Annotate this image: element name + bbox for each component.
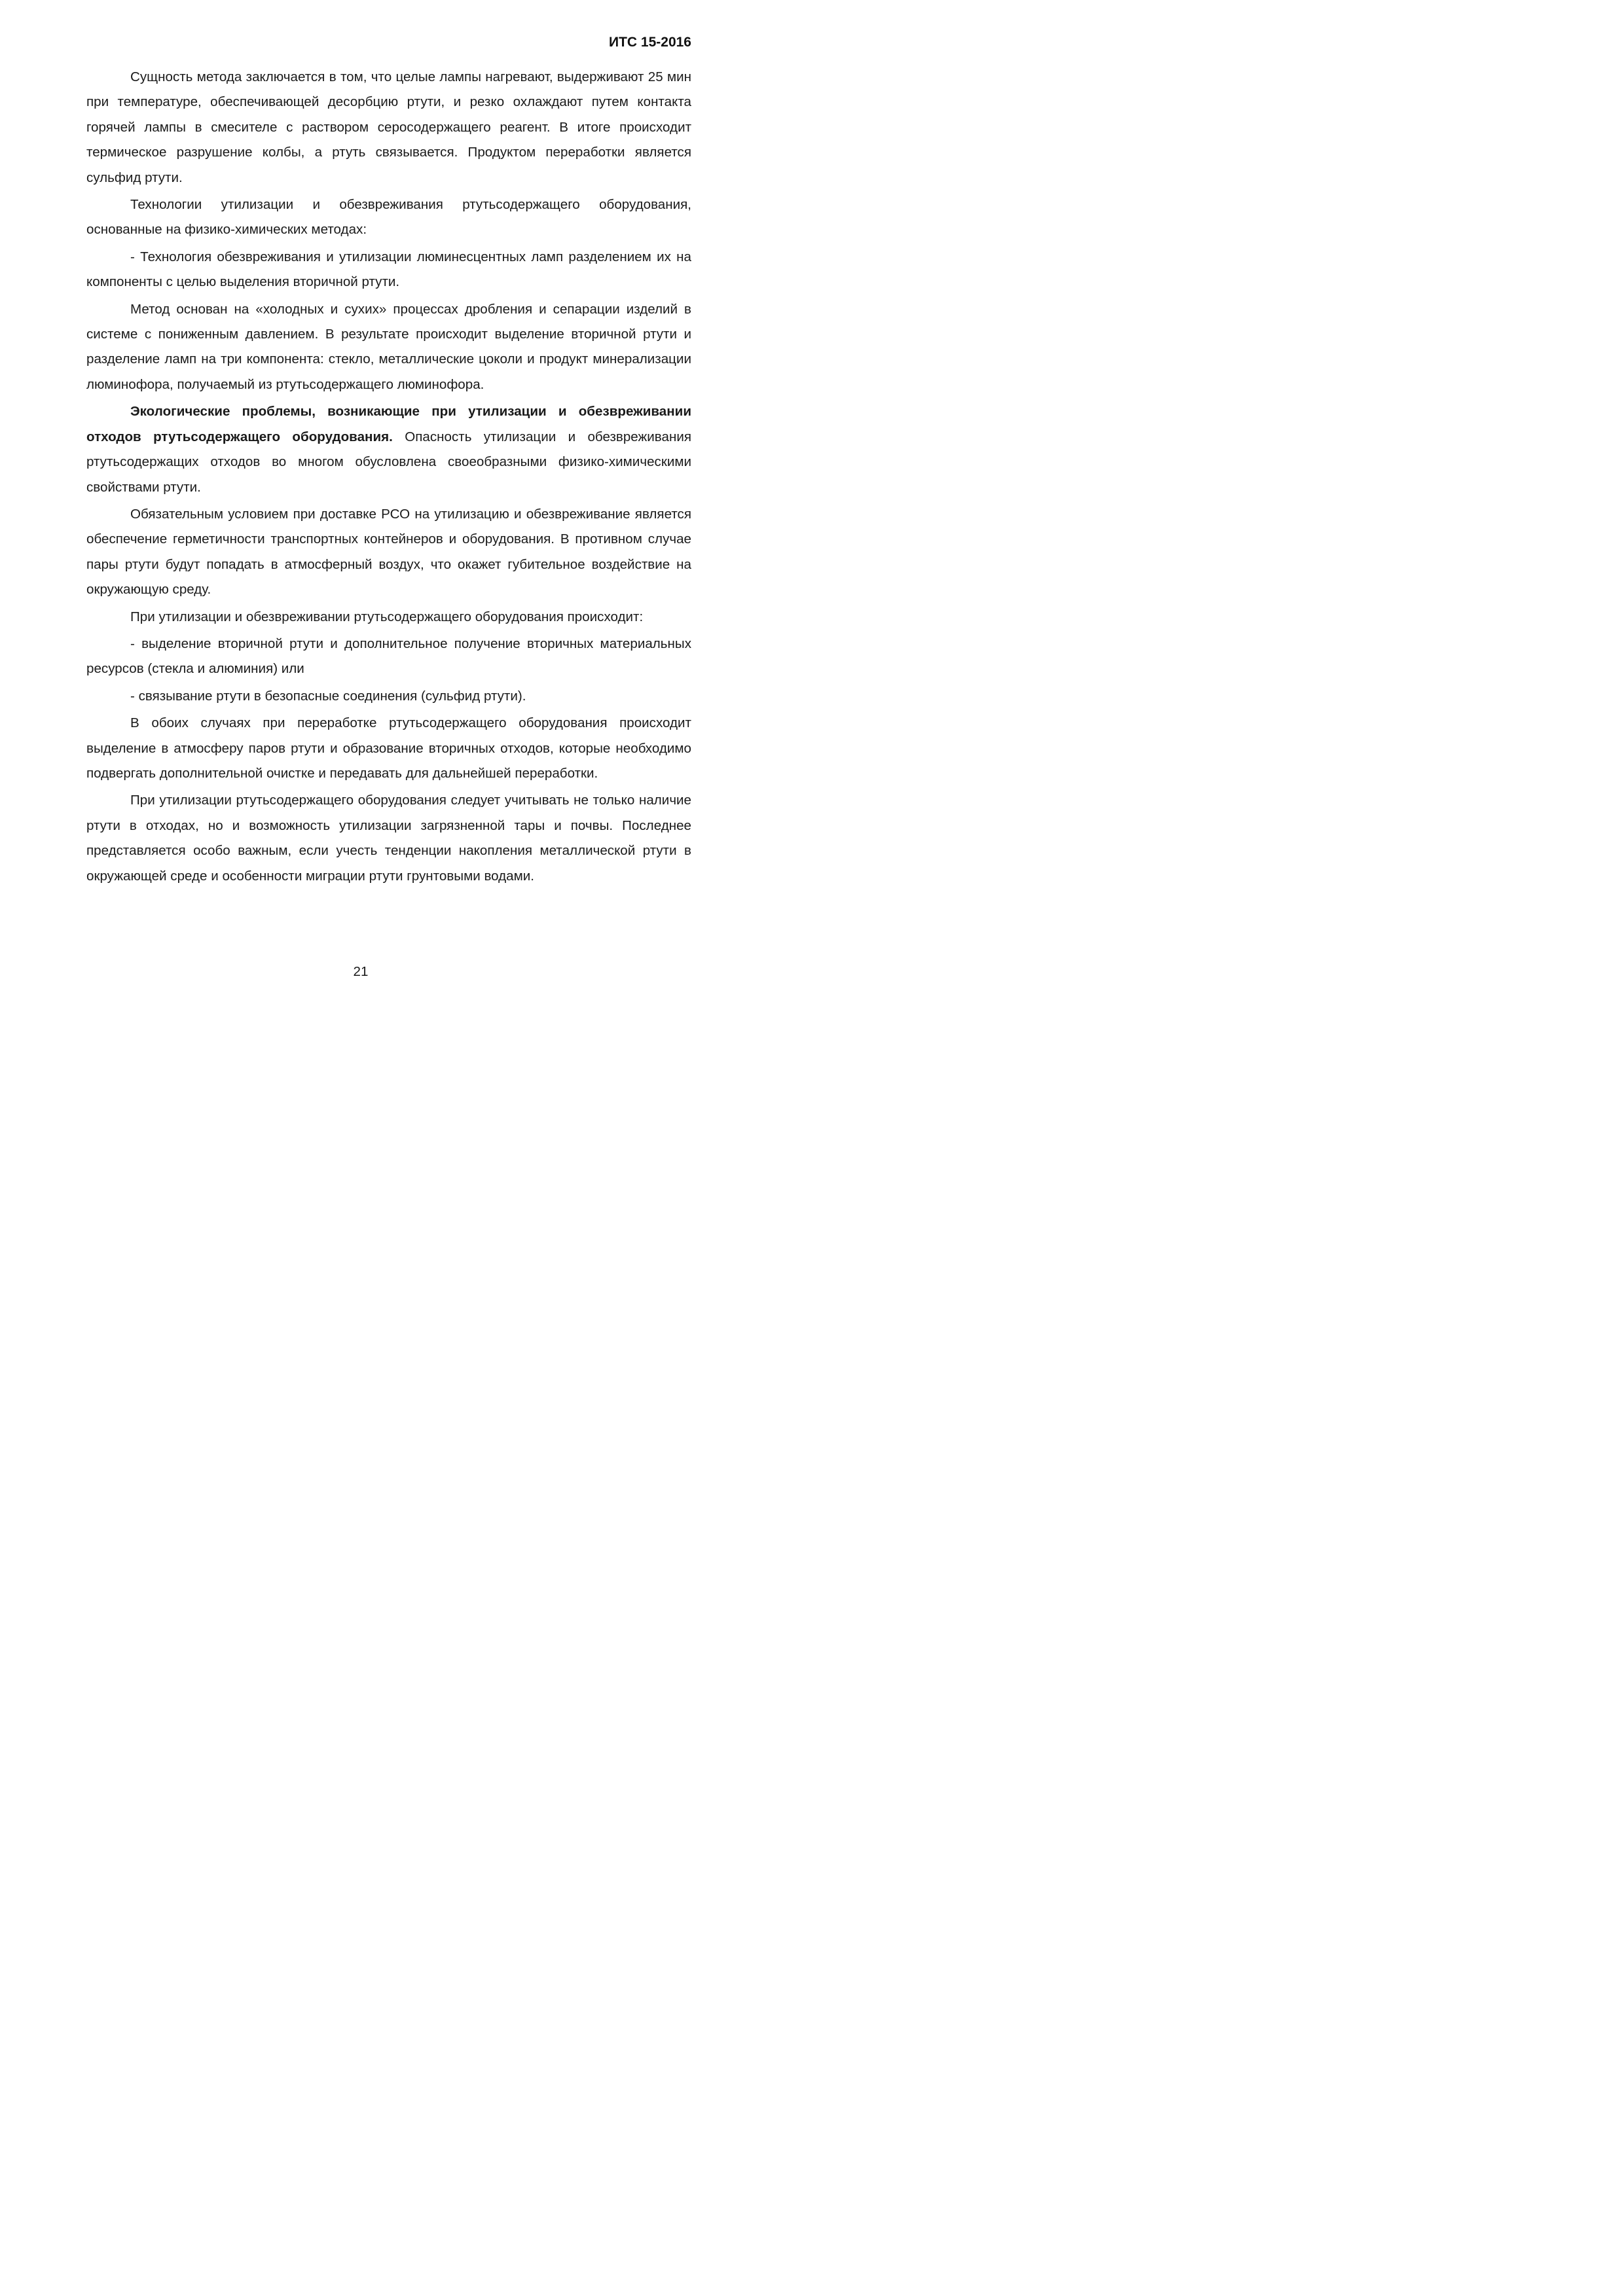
- paragraph-secondary-waste: В обоих случаях при переработке ртутьсодержащего оборудования происходит выделение в атмосферу паров ртути и образование вторичных отходов, которые необходимо подвергать дополнительной очистке и передавать для дальнейшей переработки.: [86, 715, 691, 781]
- body-text: [86, 65, 691, 889]
- document-code: ИТС 15-2016: [609, 35, 691, 50]
- page-number: 21: [353, 964, 369, 979]
- list-item-mercury-binding: - связывание ртути в безопасные соединения (сульфид ртути).: [130, 688, 526, 704]
- paragraph-technologies-intro: Технологии утилизации и обезвреживания ртутьсодержащего оборудования, основанные на физико-химических методах:: [86, 197, 691, 238]
- list-item-secondary-mercury: - выделение вторичной ртути и дополнительное получение вторичных материальных ресурсов (стекла и алюминия) или: [86, 636, 691, 677]
- paragraph-ecological-problems-text: Опасность утилизации и обезвреживания ртутьсодержащих отходов во многом обусловлена своеобразными физико-химическими свойствами ртути.: [86, 429, 691, 495]
- paragraph-processing-occurs: При утилизации и обезвреживании ртутьсодержащего оборудования происходит:: [130, 609, 644, 624]
- paragraph-method-essence: Сущность метода заключается в том, что целые лампы нагревают, выдерживают 25 мин при температуре, обеспечивающей десорбцию ртути, и резко охлаждают путем контакта горячей лампы в смесителе с раствором серосодержащего реагент. В итоге происходит термическое разрушение колбы, а ртуть связывается. Продуктом переработки является сульфид ртути.: [86, 69, 691, 185]
- paragraph-ecological-problems: [86, 399, 691, 500]
- paragraph-cold-dry-method: Метод основан на «холодных и сухих» процессах дробления и сепарации изделий в системе с пониженным давлением. В результате происходит выделение вторичной ртути и разделение ламп на три компонента: стекло, металлические цоколи и продукт минерализации люминофора, получаемый из ртутьсодержащего люминофора.: [86, 301, 691, 392]
- paragraph-soil-and-containers: При утилизации ртутьсодержащего оборудования следует учитывать не только наличие ртути в отходах, но и возможность утилизации загрязненной тары и почвы. Последнее представляется особо важным, если учесть тенденции накопления металлической ртути в окружающей среде и особенности миграции ртути грунтовыми водами.: [86, 793, 691, 884]
- paragraph-transport-sealing: Обязательным условием при доставке РСО на утилизацию и обезвреживание является обеспечение герметичности транспортных контейнеров и оборудования. В противном случае пары ртути будут попадать в атмосферный воздух, что окажет губительное воздействие на окружающую среду.: [86, 506, 691, 598]
- section-heading-ecological-problems: Экологические проблемы, возникающие при утилизации и обезвреживании отходов ртутьсодержащего оборудования.: [86, 404, 691, 444]
- list-item-lamp-separation: - Технология обезвреживания и утилизации люминесцентных ламп разделением их на компоненты с целью выделения вторичной ртути.: [86, 249, 691, 290]
